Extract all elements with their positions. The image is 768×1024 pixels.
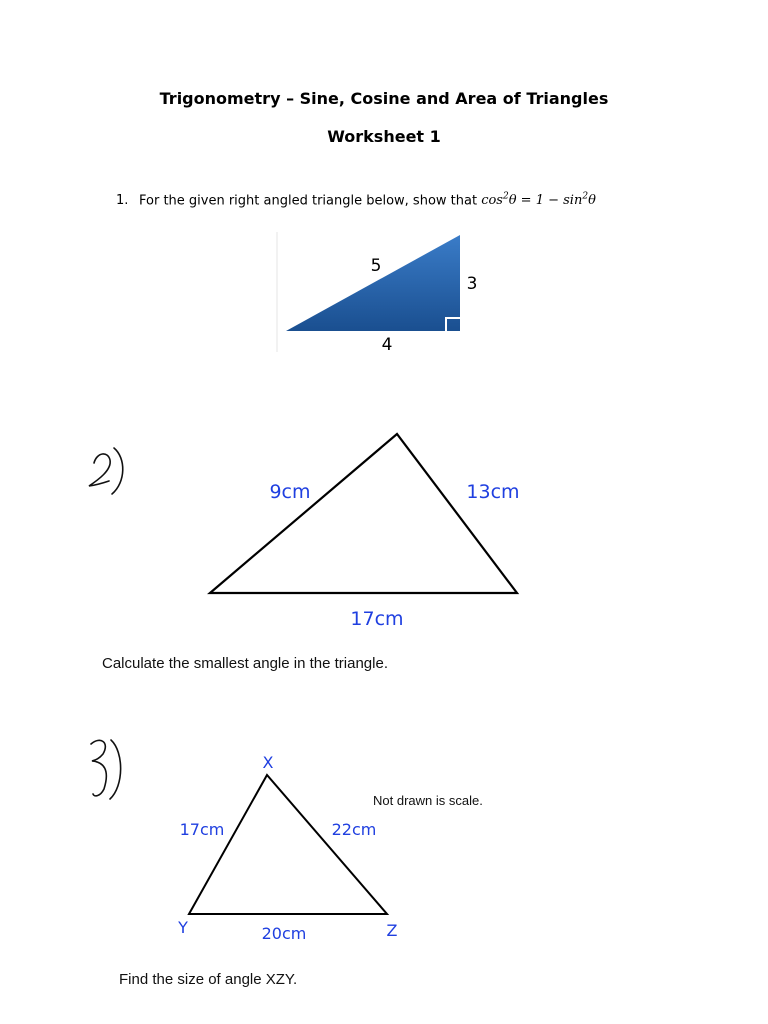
- vertex-label-z: Z: [386, 921, 398, 940]
- question-2-prompt: Calculate the smallest angle in the triangle.: [102, 655, 388, 672]
- side-label-yz: 20cm: [261, 924, 307, 943]
- side-label-9cm: 9cm: [269, 481, 311, 503]
- handwritten-number-3: [91, 740, 121, 799]
- question-1-number: 1.: [116, 193, 129, 209]
- side-label-opposite: 3: [466, 274, 478, 294]
- side-label-hypotenuse: 5: [370, 256, 382, 276]
- scale-note: Not drawn is scale.: [373, 793, 483, 808]
- handwritten-number-2: [89, 448, 123, 494]
- identity-math: $\cos^2\theta = 1 - \sin^2\theta$: [481, 192, 596, 209]
- side-label-xy: 17cm: [179, 820, 225, 839]
- vertex-label-y: Y: [178, 918, 188, 937]
- side-label-xz: 22cm: [331, 820, 377, 839]
- question-1-statement: For the given right angled triangle below, show that: [139, 193, 482, 209]
- right-triangle-shape: [286, 235, 460, 331]
- vertex-label-x: X: [262, 753, 274, 772]
- triangle-q2: [210, 434, 520, 593]
- side-label-adjacent: 4: [381, 335, 393, 355]
- page-subtitle: Worksheet 1: [327, 127, 441, 146]
- side-label-13cm: 13cm: [466, 481, 520, 503]
- triangle-q3: [189, 775, 387, 914]
- question-3-prompt: Find the size of angle XZY.: [119, 971, 298, 988]
- page-title: Trigonometry – Sine, Cosine and Area of Triangles: [159, 89, 609, 108]
- side-label-17cm: 17cm: [350, 608, 404, 630]
